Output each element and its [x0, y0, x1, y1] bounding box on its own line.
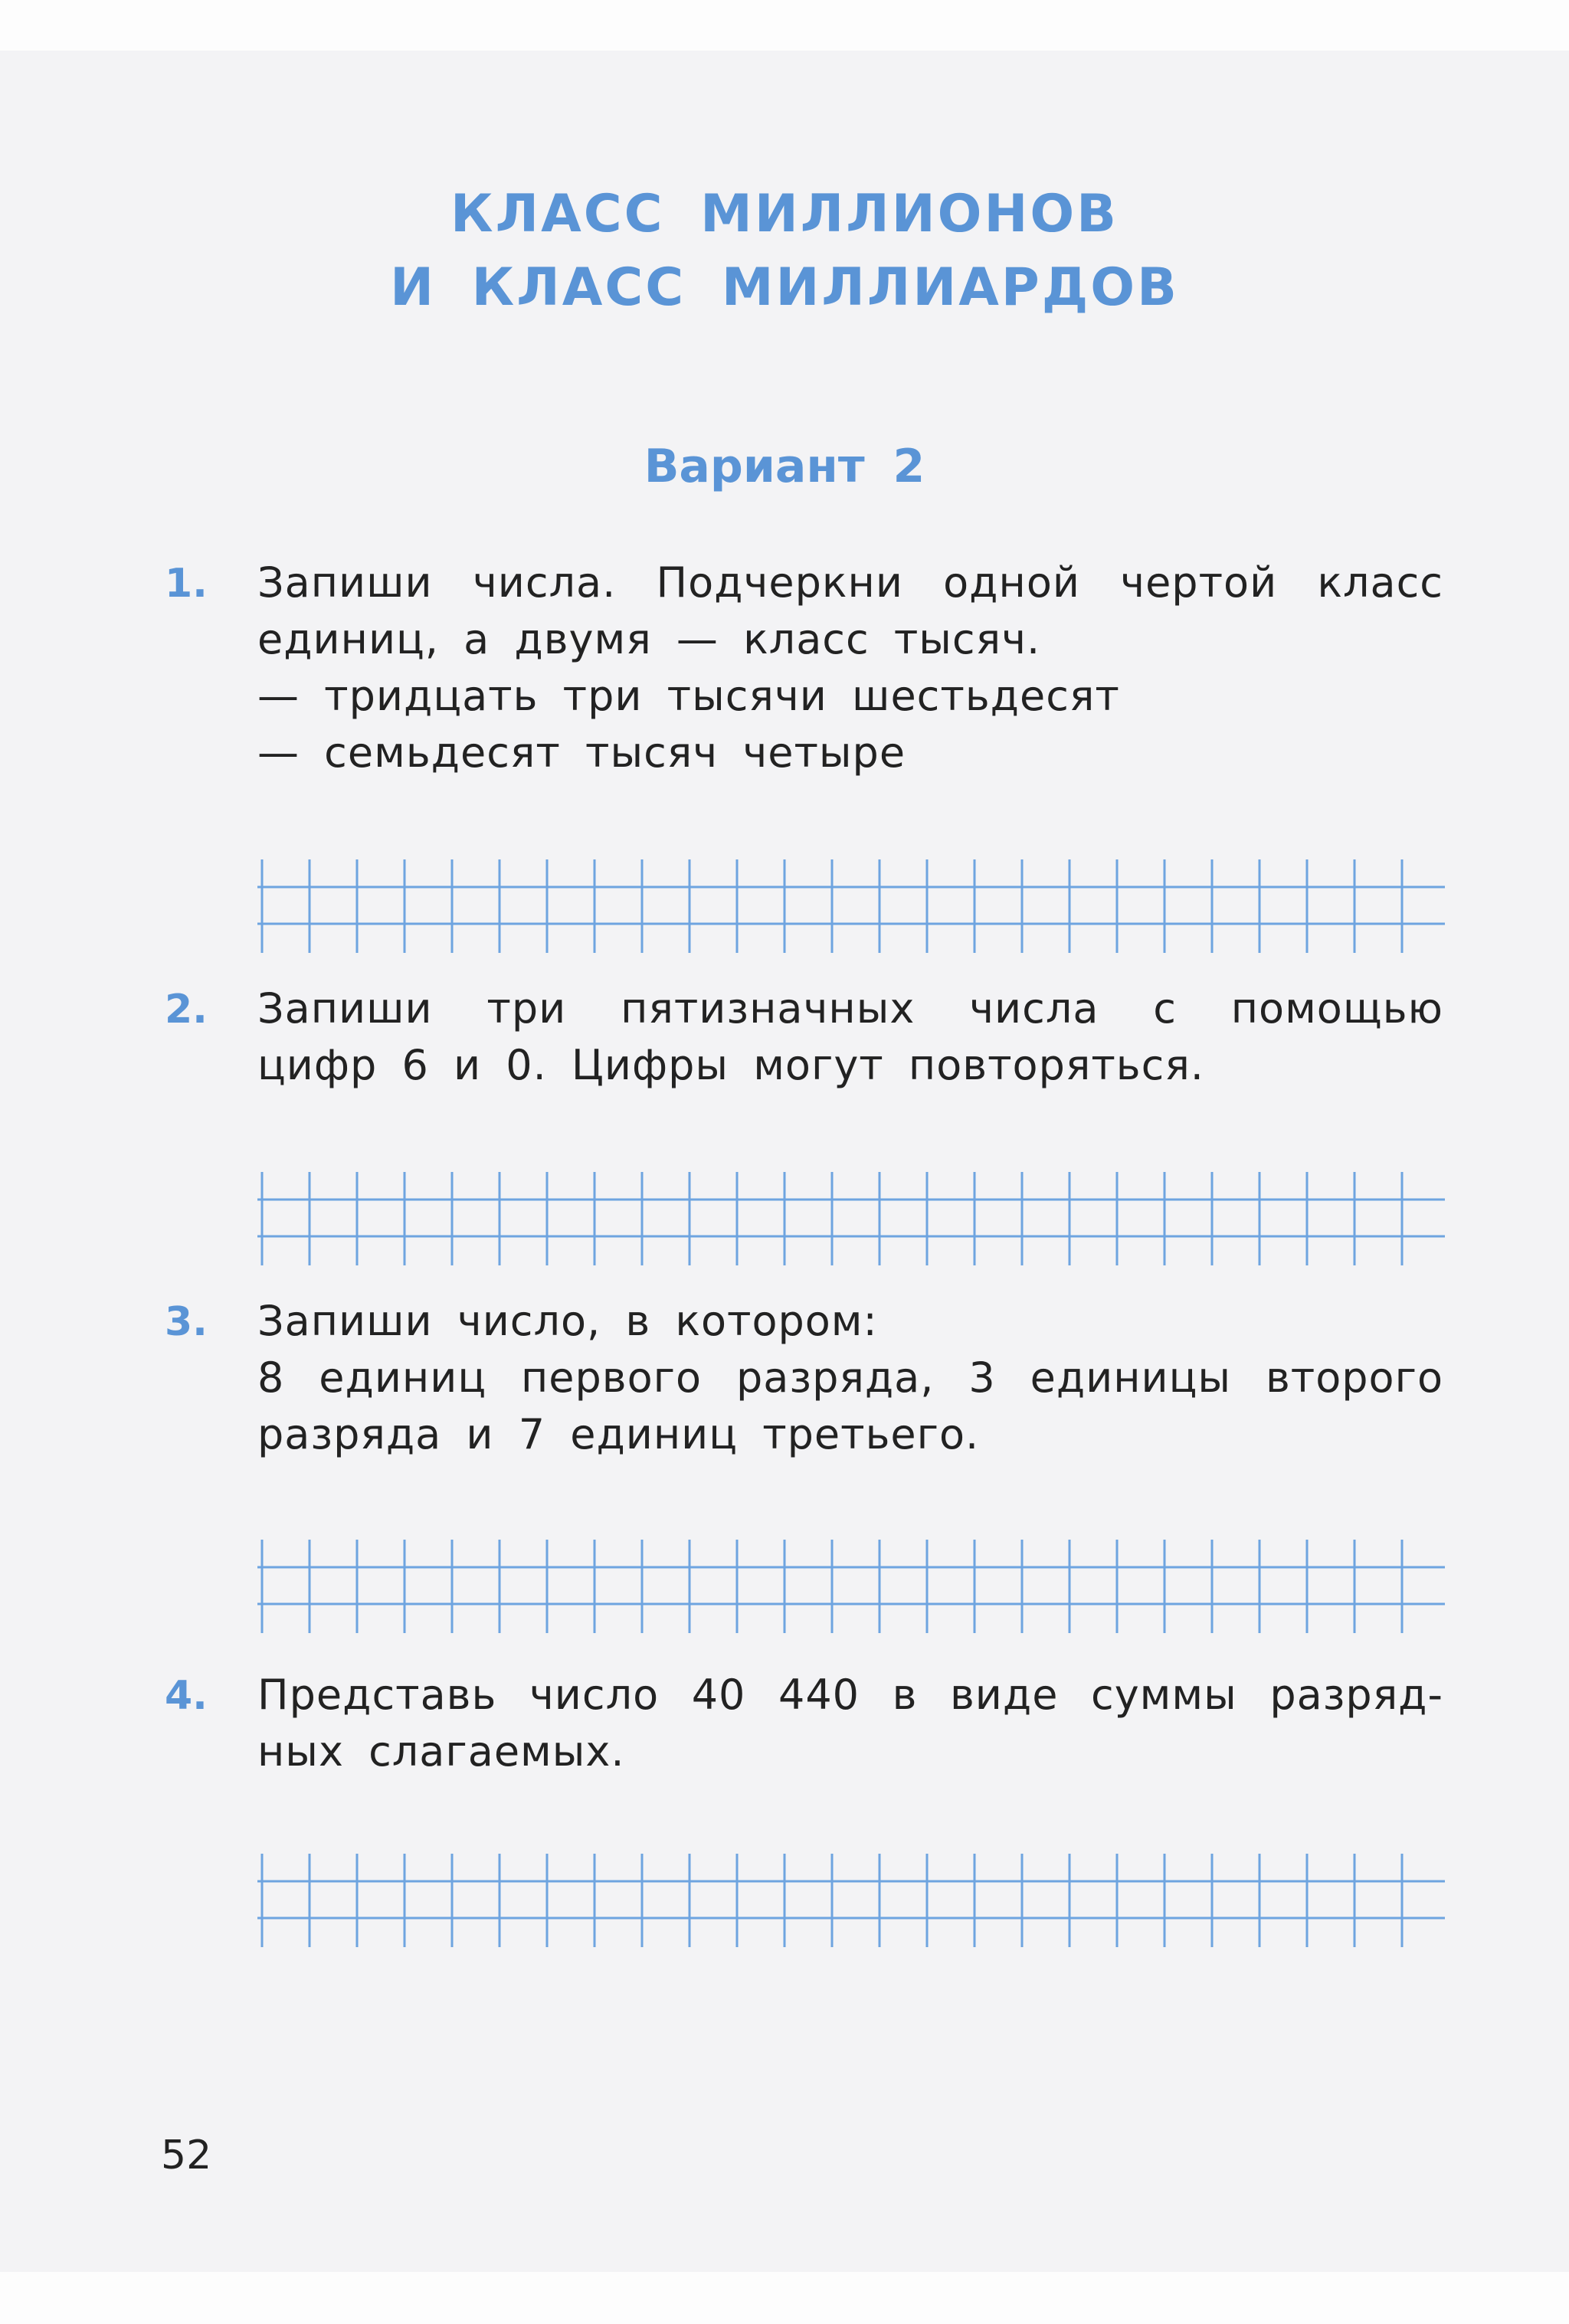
page-number: 52: [161, 2133, 212, 2178]
task-4-number: 4.: [165, 1673, 208, 1719]
workbook-page: [0, 51, 1569, 2272]
task-2-line-2: цифр 6 и 0. Цифры могут повторяться.: [257, 1041, 1204, 1089]
grid-lines: [257, 1169, 1445, 1268]
task-4-answer-grid[interactable]: [257, 1851, 1445, 1950]
task-1-answer-grid[interactable]: [257, 856, 1445, 956]
task-3-number: 3.: [165, 1299, 208, 1345]
task-2-text: [257, 980, 1443, 1094]
grid-lines: [257, 856, 1445, 956]
task-1-line-2: единиц, а двумя — класс тысяч.: [257, 615, 1041, 663]
task-4-text: [257, 1667, 1443, 1780]
task-1-text: [257, 555, 1443, 781]
grid-lines: [257, 1537, 1445, 1636]
task-2-answer-grid[interactable]: [257, 1169, 1445, 1268]
task-1-number: 1.: [165, 561, 208, 607]
task-3-line-2: 8 единиц первого разряда, 3 единицы второго: [257, 1353, 1443, 1402]
task-4-line-2: ных слагаемых.: [257, 1727, 625, 1776]
task-3-answer-grid[interactable]: [257, 1537, 1445, 1636]
task-1-line-4: — семьдесят тысяч четыре: [257, 728, 906, 777]
task-1-line-1: Запиши числа. Подчеркни одной чертой класс: [257, 558, 1443, 607]
variant-heading: Вариант 2: [644, 440, 925, 493]
task-3-line-1: Запиши число, в котором:: [257, 1297, 878, 1345]
grid-lines: [257, 1851, 1445, 1950]
task-1-line-3: — тридцать три тысячи шестьдесят: [257, 672, 1120, 720]
task-2-number: 2.: [165, 987, 208, 1033]
page-title-line-1: КЛАСС МИЛЛИОНОВ: [450, 184, 1119, 244]
task-2-line-1: Запиши три пятизначных числа с помощью: [257, 984, 1443, 1033]
task-4-line-1: Представь число 40 440 в виде суммы разряд-: [257, 1671, 1443, 1719]
page-title-line-2: И КЛАСС МИЛЛИАРДОВ: [390, 257, 1179, 318]
task-3-line-3: разряда и 7 единиц третьего.: [257, 1410, 980, 1458]
task-3-text: [257, 1293, 1443, 1463]
